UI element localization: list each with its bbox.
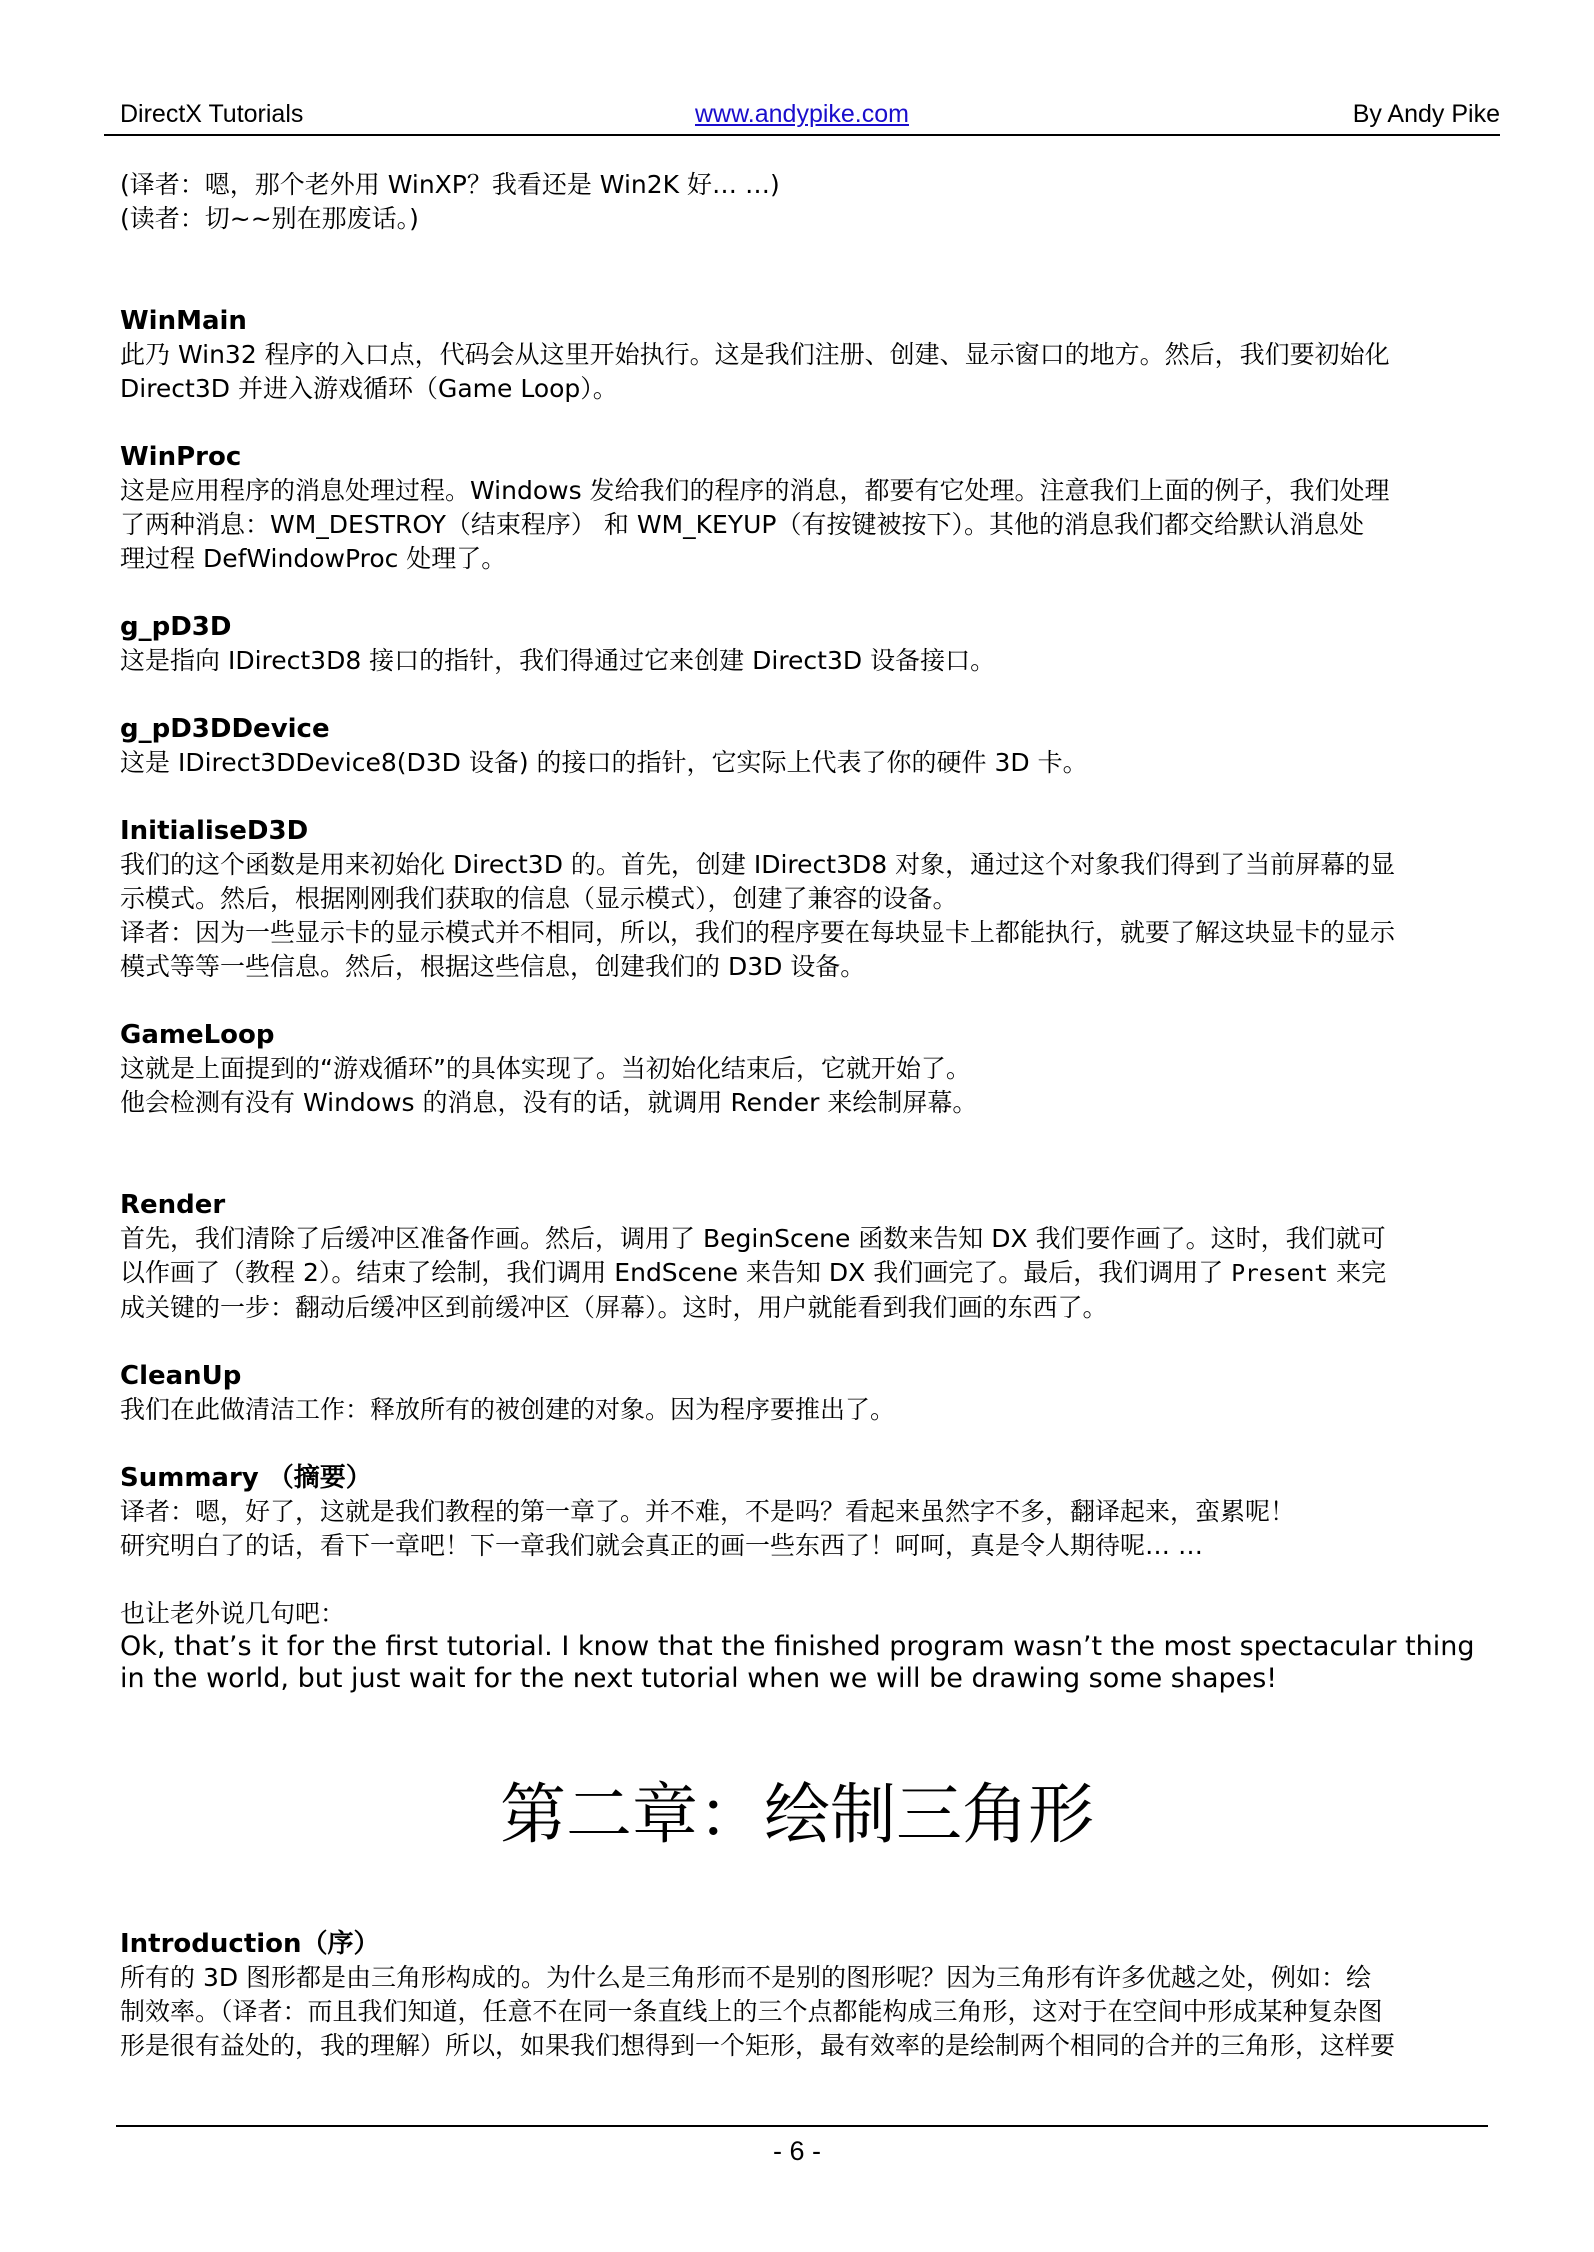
paragraph-line: 模式等等一些信息。然后，根据这些信息，创建我们的 D3D 设备。 bbox=[120, 952, 866, 981]
paragraph-line: 此乃 Win32 程序的入口点，代码会从这里开始执行。这是我们注册、创建、显示窗口的地方。然后，我们要初始化 bbox=[120, 340, 1390, 369]
header-website-link[interactable]: www.andypike.com bbox=[695, 100, 909, 128]
paragraph-line: 示模式。然后，根据刚刚我们获取的信息（显示模式），创建了兼容的设备。 bbox=[120, 884, 958, 913]
paragraph-line: 这是指向 IDirect3D8 接口的指针，我们得通过它来创建 Direct3D 设备接口。 bbox=[120, 646, 996, 675]
paragraph-line: 这是应用程序的消息处理过程。Windows 发给我们的程序的消息，都要有它处理。注意我们上面的例子，我们处理 bbox=[120, 476, 1390, 505]
reader-note: (读者：切~~别在那废话。) bbox=[120, 204, 419, 233]
document-body bbox=[120, 168, 1492, 1695]
section-heading-g-pd3d: g_pD3D bbox=[120, 612, 232, 642]
section-heading-initialised3d: InitialiseD3D bbox=[120, 816, 309, 846]
section-heading-gameloop: GameLoop bbox=[120, 1020, 275, 1050]
chapter-title: 第二章：绘制三角形 bbox=[500, 1776, 1094, 1853]
render-text: 来完 bbox=[1328, 1258, 1387, 1287]
paragraph-line: 研究明白了的话，看下一章吧！下一章我们就会真正的画一些东西了！呵呵，真是令人期待呢… … bbox=[120, 1531, 1203, 1560]
section-heading-g-pd3ddevice: g_pD3DDevice bbox=[120, 714, 330, 744]
page-number: - 6 - bbox=[772, 2136, 821, 2166]
page-header bbox=[104, 96, 1500, 136]
introduction-heading-cn: （序） bbox=[301, 1929, 380, 1959]
section-heading-summary bbox=[120, 1461, 1492, 1495]
summary-heading-en: Summary bbox=[120, 1463, 259, 1493]
render-text: 以作画了（教程 2）。结束了绘制，我们调用 EndScene 来告知 DX 我们画完了。最后，我们调用了 bbox=[120, 1258, 1232, 1287]
header-author: By Andy Pike bbox=[1352, 100, 1500, 128]
paragraph-line: 译者：因为一些显示卡的显示模式并不相同，所以，我们的程序要在每块显卡上都能执行，就要了解这块显卡的显示 bbox=[120, 918, 1396, 947]
introduction-heading-en: Introduction bbox=[120, 1929, 302, 1959]
section-heading-winmain: WinMain bbox=[120, 306, 247, 336]
section-heading-cleanup: CleanUp bbox=[120, 1361, 242, 1391]
paragraph-line: 译者：嗯，好了，这就是我们教程的第一章了。并不难，不是吗？看起来虽然字不多，翻译起来，蛮累呢！ bbox=[120, 1497, 1296, 1526]
section-heading-render: Render bbox=[120, 1190, 226, 1220]
section-heading-winproc: WinProc bbox=[120, 442, 242, 472]
header-title: DirectX Tutorials bbox=[120, 100, 304, 128]
paragraph-line: Direct3D 并进入游戏循环（Game Loop）。 bbox=[120, 374, 618, 403]
paragraph-line: 形是很有益处的，我的理解）所以，如果我们想得到一个矩形，最有效率的是绘制两个相同的合并的三角形，这样要 bbox=[120, 2031, 1396, 2060]
paragraph-line: 我们的这个函数是用来初始化 Direct3D 的。首先，创建 IDirect3D8 对象，通过这个对象我们得到了当前屏幕的显 bbox=[120, 850, 1396, 879]
summary-lead: 也让老外说几句吧： bbox=[120, 1599, 346, 1628]
paragraph-line: 成关键的一步：翻动后缓冲区到前缓冲区（屏幕）。这时，用户就能看到我们画的东西了。 bbox=[120, 1293, 1108, 1322]
paragraph-line: 这就是上面提到的“游戏循环”的具体实现了。当初始化结束后，它就开始了。 bbox=[120, 1054, 971, 1083]
section-heading-introduction bbox=[120, 1927, 1492, 1961]
footer-divider bbox=[116, 2125, 1488, 2127]
code-present: Present bbox=[1231, 1261, 1329, 1287]
paragraph-line: 我们在此做清洁工作：释放所有的被创建的对象。因为程序要推出了。 bbox=[120, 1395, 896, 1424]
paragraph-line: 理过程 DefWindowProc 处理了。 bbox=[120, 544, 507, 573]
paragraph-line: 制效率。（译者：而且我们知道，任意不在同一条直线上的三个点都能构成三角形，这对于在空间中形成某种复杂图 bbox=[120, 1997, 1383, 2026]
english-quote-line: in the world, but just wait for the next tutorial when we will be drawing some shapes! bbox=[120, 1663, 1278, 1694]
paragraph-line: 首先，我们清除了后缓冲区准备作画。然后，调用了 BeginScene 函数来告知 DX 我们要作画了。这时，我们就可 bbox=[120, 1224, 1386, 1253]
paragraph-line: 他会检测有没有 Windows 的消息，没有的话，就调用 Render 来绘制屏幕。 bbox=[120, 1088, 978, 1117]
paragraph-line: 这是 IDirect3DDevice8(D3D 设备) 的接口的指针，它实际上代表了你的硬件 3D 卡。 bbox=[120, 748, 1088, 777]
paragraph-line: 了两种消息：WM_DESTROY（结束程序） 和 WM_KEYUP（有按键被按下）。其他的消息我们都交给默认消息处 bbox=[120, 510, 1364, 539]
summary-heading-cn: （摘要） bbox=[267, 1463, 372, 1493]
paragraph-line bbox=[120, 1256, 1492, 1291]
paragraph-line: 所有的 3D 图形都是由三角形构成的。为什么是三角形而不是别的图形呢？因为三角形有许多优越之处，例如：绘 bbox=[120, 1963, 1372, 1992]
translator-note: (译者：嗯，那个老外用 WinXP？我看还是 Win2K 好… …) bbox=[120, 170, 780, 199]
introduction-section bbox=[120, 1927, 1492, 2063]
english-quote-line: Ok, that’s it for the first tutorial. I know that the finished program wasn’t the most spectacular thing bbox=[120, 1631, 1475, 1662]
